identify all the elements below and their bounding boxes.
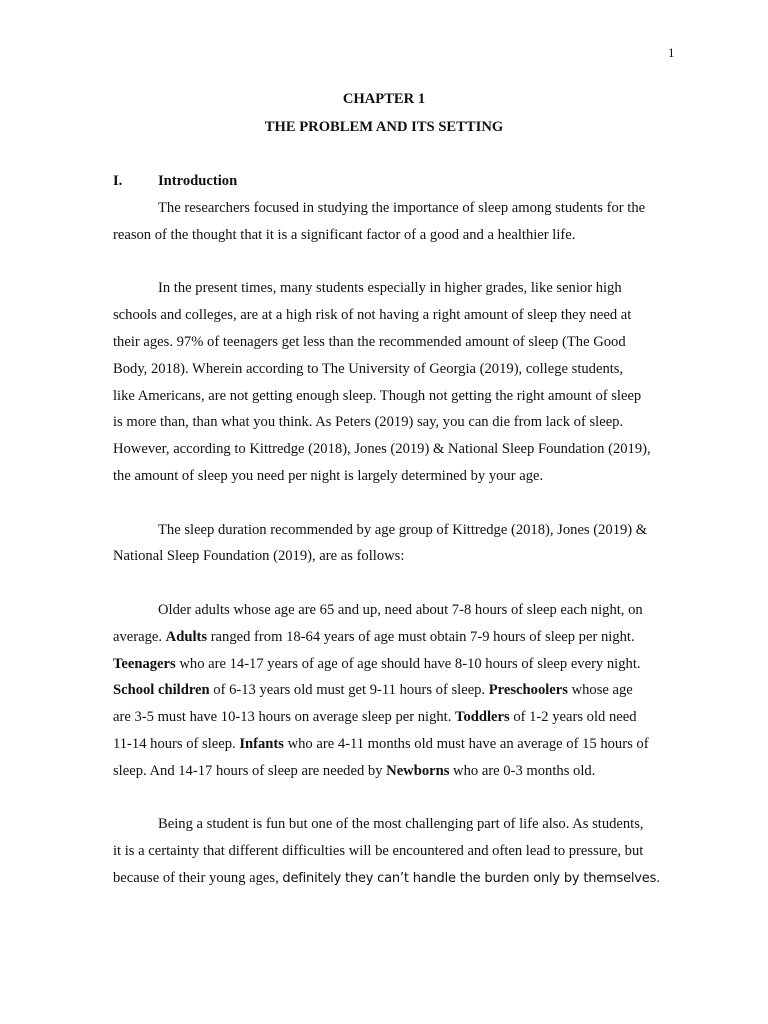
text-line: reason of the thought that it is a significant factor of a good and a healthier life.	[113, 226, 576, 243]
chapter-heading: CHAPTER 1	[342, 91, 426, 107]
term-teenagers: Teenagers	[113, 655, 176, 672]
text-run: ranged from 18-64 years of age must obtain 7-9 hours of sleep per night.	[207, 628, 635, 645]
text-line: National Sleep Foundation (2019), are as follows:	[113, 548, 405, 565]
text-line	[113, 865, 673, 893]
text-run: average.	[113, 628, 166, 645]
paragraph	[113, 517, 673, 571]
text-run: definitely they can’t handle the burden only by themselves.	[282, 870, 661, 886]
section-heading	[113, 173, 237, 190]
text-line: In the present times, many students especially in higher grades, like senior high	[158, 280, 622, 297]
term-newborns: Newborns	[386, 762, 450, 779]
chapter-title: THE PROBLEM AND ITS SETTING	[264, 119, 504, 135]
text-run: 11-14 hours of sleep.	[113, 735, 240, 752]
section-number: I.	[113, 173, 123, 189]
term-adults: Adults	[165, 628, 208, 645]
term-preschoolers: Preschoolers	[488, 682, 568, 699]
text-line: Body, 2018). Wherein according to The University of Georgia (2019), college students,	[113, 360, 624, 377]
text-run: sleep. And 14-17 hours of sleep are needed by	[113, 762, 387, 779]
text-line: However, according to Kittredge (2018), Jones (2019) & National Sleep Foundation (2019),	[113, 441, 651, 458]
text-line	[113, 758, 673, 785]
text-line: their ages. 97% of teenagers get less than the recommended amount of sleep (The Good	[113, 333, 626, 350]
text-line: schools and colleges, are at a high risk of not having a right amount of sleep they need at	[113, 307, 632, 324]
text-run: of 1-2 years old need	[509, 709, 637, 726]
term-school-children: School children	[113, 682, 210, 699]
text-run: of 6-13 years old must get 9-11 hours of sleep.	[209, 682, 489, 699]
term-infants: Infants	[239, 735, 284, 752]
text-line	[113, 677, 673, 704]
text-line	[113, 651, 673, 678]
text-line: The researchers focused in studying the importance of sleep among students for the	[158, 200, 646, 216]
text-line: the amount of sleep you need per night is largely determined by your age.	[113, 467, 544, 484]
text-run: whose age	[567, 682, 633, 699]
text-run: who are 14-17 years of age of age should have 8-10 hours of sleep every night.	[175, 655, 641, 672]
section-title: Introduction	[158, 173, 238, 189]
text-run: who are 4-11 months old must have an average of 15 hours of	[283, 735, 649, 752]
paragraph	[113, 811, 673, 892]
text-line: is more than, than what you think. As Peters (2019) say, you can die from lack of sleep.	[113, 414, 624, 431]
text-line: The sleep duration recommended by age group of Kittredge (2018), Jones (2019) &	[158, 521, 648, 538]
text-line: like Americans, are not getting enough sleep. Though not getting the right amount of sleep	[113, 387, 642, 404]
text-line: Older adults whose age are 65 and up, need about 7-8 hours of sleep each night, on	[158, 601, 643, 618]
paragraph	[113, 275, 673, 489]
text-run: who are 0-3 months old.	[449, 762, 596, 779]
paragraph	[113, 195, 673, 249]
text-line: it is a certainty that different difficulties will be encountered and often lead to pressure, but	[113, 843, 644, 860]
page-number: 1	[668, 45, 675, 60]
text-line	[113, 731, 673, 758]
text-line	[113, 624, 673, 651]
term-toddlers: Toddlers	[455, 709, 510, 726]
text-run: are 3-5 must have 10-13 hours on average sleep per night.	[113, 709, 456, 726]
text-line: Being a student is fun but one of the most challenging part of life also. As students,	[158, 816, 644, 833]
paragraph	[113, 597, 673, 785]
text-line	[113, 704, 673, 731]
body-text	[113, 195, 673, 920]
text-run: because of their young ages,	[113, 869, 283, 886]
